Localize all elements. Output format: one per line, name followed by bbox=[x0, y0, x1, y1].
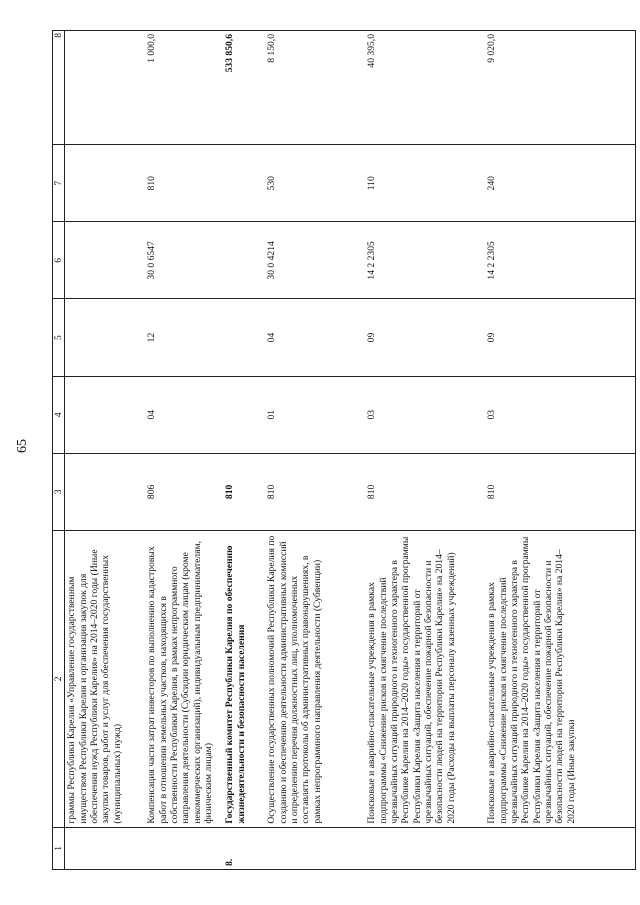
cell-col3: 810 bbox=[365, 453, 485, 530]
row-number bbox=[265, 827, 365, 869]
cell-col7: 110 bbox=[365, 145, 485, 222]
cell-col6 bbox=[65, 222, 146, 299]
cell-col5: 09 bbox=[365, 299, 485, 376]
row-number bbox=[485, 827, 636, 869]
cell-amount bbox=[65, 31, 146, 145]
cell-col5: 04 bbox=[265, 299, 365, 376]
row-description: Компенсация части затрат инвесторов по выполнению кадастровых работ в отношении земельных участков, находящихся в собственности Республики Карелия, в рамках непрограммного направления деятельности (Субсидии юридическим лицам (кроме некоммерческих организаций), индивидуальным предпринимателям, физическим лицам) bbox=[145, 530, 223, 827]
table-row bbox=[365, 31, 485, 870]
cell-amount: 8 150,0 bbox=[265, 31, 365, 145]
col-header-5: 5 bbox=[53, 299, 65, 376]
col-header-1: 1 bbox=[53, 827, 65, 869]
row-number bbox=[145, 827, 223, 869]
row-number: 8. bbox=[223, 827, 265, 869]
budget-table-page bbox=[52, 30, 622, 870]
cell-col6: 14 2 2305 bbox=[485, 222, 636, 299]
cell-col7 bbox=[65, 145, 146, 222]
cell-col4: 03 bbox=[365, 376, 485, 453]
cell-col5 bbox=[223, 299, 265, 376]
cell-col3: 806 bbox=[145, 453, 223, 530]
col-header-3: 3 bbox=[53, 453, 65, 530]
col-header-6: 6 bbox=[53, 222, 65, 299]
cell-col7 bbox=[223, 145, 265, 222]
table-row bbox=[145, 31, 223, 870]
cell-col3: 810 bbox=[223, 453, 265, 530]
col-header-7: 7 bbox=[53, 145, 65, 222]
cell-col4: 01 bbox=[265, 376, 365, 453]
row-number bbox=[65, 827, 146, 869]
cell-amount: 40 395,0 bbox=[365, 31, 485, 145]
row-description: Поисковые и аварийно-спасательные учреждения в рамках подпрограммы «Снижение рисков и смягчение последствий чрезвычайных ситуаций природного и техногенного характера в Республике Карелия на 2014–2020 годы» государственной программы Республики Карелия «Защита населения и территорий от чрезвычайных ситуаций, обеспечение пожарной безопасности и безопасности людей на территории Республики Карелия» на 2014–2020 годы (Расходы на выплаты персоналу казенных учреждений) bbox=[365, 530, 485, 827]
cell-col6: 14 2 2305 bbox=[365, 222, 485, 299]
cell-amount: 533 850,6 bbox=[223, 31, 265, 145]
cell-col5: 09 bbox=[485, 299, 636, 376]
cell-col4 bbox=[223, 376, 265, 453]
col-header-8: 8 bbox=[53, 31, 65, 145]
table-row bbox=[65, 31, 146, 870]
cell-amount: 9 020,0 bbox=[485, 31, 636, 145]
row-description: Поисковые и аварийно-спасательные учреждения в рамках подпрограммы «Снижение рисков и смягчение последствий чрезвычайных ситуаций природного и техногенного характера в Республике Карелия на 2014–2020 годы» государственной программы Республики Карелия «Защита населения и территорий от чрезвычайных ситуаций, обеспечение пожарной безопасности и безопасности людей на территории Республики Карелия» на 2014–2020 годы (Иные закупки bbox=[485, 530, 636, 827]
table-row bbox=[485, 31, 636, 870]
cell-col7: 810 bbox=[145, 145, 223, 222]
row-description: граммы Республики Карелия «Управление государственным имуществом Республики Карелия и организация закупок для обеспечения нужд Республики Карелия» на 2014–2020 годы (Иные закупки товаров, работ и услуг для обеспечения государственных (муниципальных) нужд) bbox=[65, 530, 146, 827]
col-header-2: 2 bbox=[53, 530, 65, 827]
page-number: 65 bbox=[15, 439, 30, 453]
row-description: Государственный комитет Республики Карелия по обеспечению жизнедеятельности и безопасности населения bbox=[223, 530, 265, 827]
table-row bbox=[265, 31, 365, 870]
cell-amount: 1 000,0 bbox=[145, 31, 223, 145]
cell-col6 bbox=[223, 222, 265, 299]
table-row-section bbox=[223, 31, 265, 870]
budget-table bbox=[52, 30, 636, 870]
cell-col5: 12 bbox=[145, 299, 223, 376]
cell-col7: 240 bbox=[485, 145, 636, 222]
row-number bbox=[365, 827, 485, 869]
cell-col6: 30 0 6547 bbox=[145, 222, 223, 299]
row-description: Осуществление государственных полномочий Республики Карелия по созданию и обеспечению деятельности административных комиссий и определению перечня должностных лиц, уполномоченных составлять протоколы об административных правонарушениях, в рамках непрограммного направления деятельности (Субвенции) bbox=[265, 530, 365, 827]
cell-col3: 810 bbox=[265, 453, 365, 530]
cell-col3: 810 bbox=[485, 453, 636, 530]
cell-col7: 530 bbox=[265, 145, 365, 222]
cell-col4: 04 bbox=[145, 376, 223, 453]
cell-col3 bbox=[65, 453, 146, 530]
header-row bbox=[53, 31, 65, 870]
cell-col4 bbox=[65, 376, 146, 453]
cell-col6: 30 0 4214 bbox=[265, 222, 365, 299]
cell-col5 bbox=[65, 299, 146, 376]
cell-col4: 03 bbox=[485, 376, 636, 453]
col-header-4: 4 bbox=[53, 376, 65, 453]
